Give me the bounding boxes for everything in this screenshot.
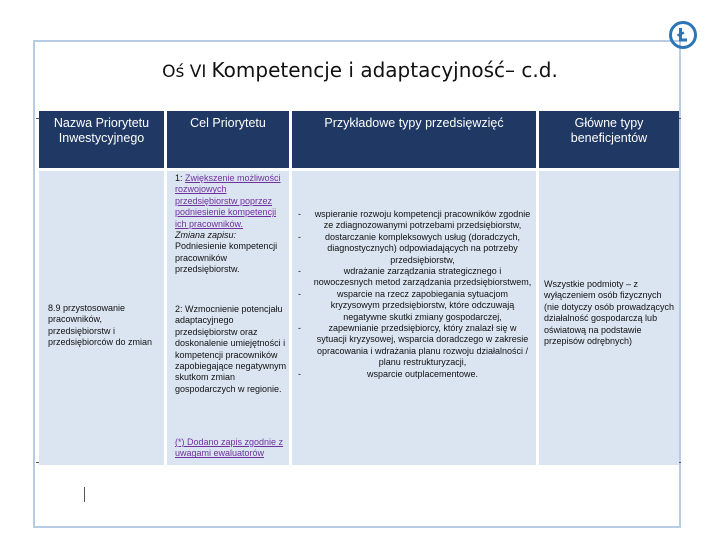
- list-item: - wdrażanie zarządzania strategicznego i nowoczesnych metod zarządzania przedsiębiorstwem,: [294, 266, 532, 289]
- goal-1-prefix: 1:: [175, 173, 186, 183]
- list-item: - dostarczanie kompleksowych usług (doradczych, diagnostycznych) odpowiadających na potrzeby przedsiębiorstw,: [294, 232, 532, 266]
- goal-1-link[interactable]: Zwiększenie możliwości rozwojowych przedsiębiorstw poprzez podniesienie kompetencji ich pracowników.: [175, 173, 281, 229]
- header-project-types-label: Przykładowe typy przedsięwzięć: [324, 116, 504, 130]
- header-priority-name: [39, 111, 164, 168]
- cell-beneficiaries: [539, 171, 679, 465]
- header-beneficiaries-label: Główne typy beneficjentów: [570, 116, 648, 145]
- cell-priority-name: [39, 171, 164, 465]
- header-priority-name-label: Nazwa Priorytetu Inwestycyjnego: [53, 116, 150, 145]
- goal-1-block: [175, 173, 287, 276]
- header-goal: [167, 111, 289, 168]
- cell-goal: [167, 171, 289, 465]
- list-item: - wsparcie na rzecz zapobiegania sytuacjom kryzysowym przedsiębiorstw, które odczuwają negatywne skutki zmiany gospodarczej,: [294, 289, 532, 323]
- goal-changed-label: Zmiana zapisu:: [175, 230, 237, 241]
- header-project-types: [292, 111, 536, 168]
- beneficiaries-text: Wszystkie podmioty – z wyłączeniem osób fizycznych (nie dotyczy osób prowadzących działalność gospodarczą lub oświatową na podstawie przepisów odrębnych): [544, 279, 675, 347]
- slide-title-prefix: Oś VI: [162, 62, 207, 82]
- list-item: - wsparcie outplacementowe.: [294, 369, 532, 380]
- header-goal-label: Cel Priorytetu: [190, 116, 266, 130]
- goal-1-new-text: Podniesienie kompetencji pracowników przedsiębiorstw.: [175, 241, 278, 275]
- list-item: - zapewnianie przedsiębiorcy, który znalazł się w sytuacji kryzysowej, wsparcia doradczego w zakresie opracowania i wdrażania planu rozwoju działalności / planu restrukturyzacji,: [294, 323, 532, 369]
- goal-note-link[interactable]: (*) Dodano zapis zgodnie z uwagami ewaluatorów: [175, 437, 284, 459]
- list-item: - wspieranie rozwoju kompetencji pracowników zgodnie ze zdiagnozowanymi potrzebami przedsiębiorstw,: [294, 209, 532, 232]
- goal-2-text: 2: Wzmocnienie potencjału adaptacyjnego przedsiębiorstw oraz doskonalenie umiejętności i kompetencji pracowników zapobiegające negatywnym skutkom zmian gospodarczych w regionie.: [175, 304, 287, 394]
- text-cursor: [84, 487, 85, 502]
- slide-title: [0, 58, 720, 82]
- slide-title-main: Kompetencje i adaptacyjność– c.d.: [211, 58, 558, 82]
- project-types-list: [294, 209, 532, 380]
- header-beneficiaries: [539, 111, 679, 168]
- priority-name-text: 8.9 przystosowanie pracowników, przedsiębiorstw i przedsiębiorców do zmian: [48, 303, 153, 348]
- pound-circle-logo-icon: [668, 20, 698, 50]
- cell-project-types: [292, 171, 536, 465]
